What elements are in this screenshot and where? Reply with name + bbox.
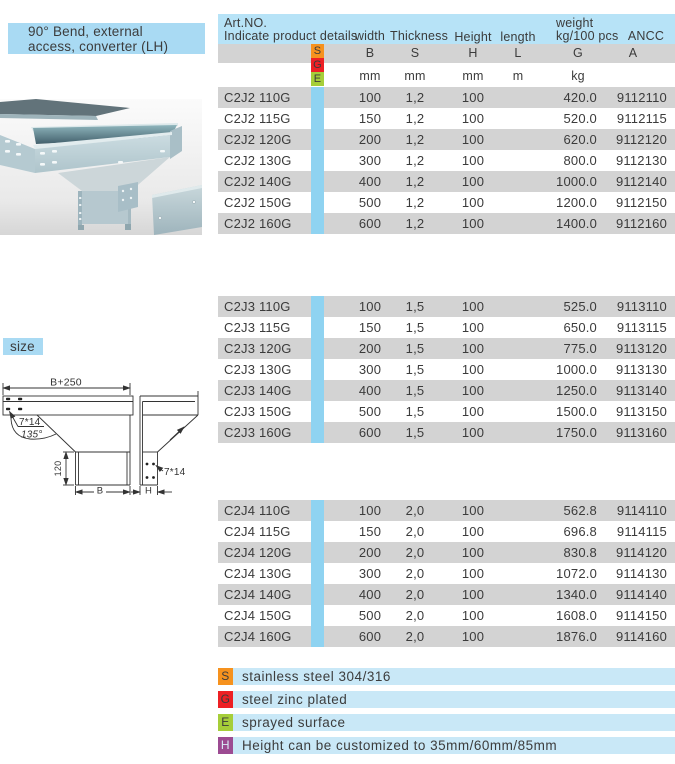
- table-row: [218, 213, 675, 234]
- header-length: length: [500, 30, 536, 44]
- details-color-strip: [311, 296, 324, 317]
- product-title-line2: access, converter (LH): [28, 38, 169, 54]
- thickness-cell: 1,5: [405, 320, 425, 335]
- table-row: [218, 87, 675, 108]
- header-height: Height: [454, 30, 492, 44]
- header-art-no: Art.NO.: [224, 16, 268, 30]
- ancc-cell: 9114130: [615, 566, 667, 581]
- table-row: [218, 542, 675, 563]
- details-color-strip: [311, 129, 324, 150]
- legend-text: sprayed surface: [242, 715, 346, 730]
- thickness-cell: 1,2: [405, 216, 425, 231]
- height-cell: 100: [461, 341, 485, 356]
- weight-cell: 1250.0: [556, 383, 597, 398]
- thickness-cell: 2,0: [405, 629, 425, 644]
- table-row: [218, 380, 675, 401]
- details-color-strip: [311, 213, 324, 234]
- height-cell: 100: [461, 404, 485, 419]
- product-code-cell: C2J4 140G: [224, 587, 292, 602]
- details-color-strip: [311, 338, 324, 359]
- thickness-cell: 1,2: [405, 90, 425, 105]
- ancc-cell: 9112130: [615, 153, 667, 168]
- width-cell: 100: [358, 299, 382, 314]
- width-cell: 500: [358, 404, 382, 419]
- weight-cell: 696.8: [563, 524, 597, 539]
- ancc-cell: 9113115: [616, 320, 667, 335]
- ancc-cell: 9113110: [616, 299, 667, 314]
- thickness-cell: 1,2: [405, 195, 425, 210]
- product-code-cell: C2J2 130G: [224, 153, 292, 168]
- product-code-cell: C2J3 140G: [224, 383, 292, 398]
- height-cell: 100: [461, 587, 485, 602]
- details-color-strip: [311, 87, 324, 108]
- hole-label-right: 7*14: [164, 467, 186, 478]
- ancc-cell: 9112160: [615, 216, 667, 231]
- weight-cell: 775.0: [563, 341, 597, 356]
- product-image: [0, 99, 202, 235]
- height-cell: 100: [461, 320, 485, 335]
- subheader-s: S: [410, 46, 420, 60]
- subheader-a: A: [628, 46, 638, 60]
- width-cell: 300: [358, 566, 382, 581]
- legend-code-g: G: [218, 691, 233, 708]
- weight-cell: 1400.0: [556, 216, 597, 231]
- height-cell: 100: [461, 132, 485, 147]
- weight-cell: 1200.0: [556, 195, 597, 210]
- cover-plate-hole: [192, 200, 195, 203]
- width-cell: 150: [358, 320, 382, 335]
- width-cell: 200: [358, 132, 382, 147]
- height-cell: 100: [461, 425, 485, 440]
- legend-text: stainless steel 304/316: [242, 669, 391, 684]
- ancc-cell: 9112110: [616, 90, 667, 105]
- weight-cell: 420.0: [563, 90, 597, 105]
- thickness-cell: 1,2: [405, 153, 425, 168]
- product-code-cell: C2J4 115G: [224, 524, 291, 539]
- details-color-strip: [311, 192, 324, 213]
- height-cell: 100: [461, 608, 485, 623]
- thickness-cell: 2,0: [405, 545, 425, 560]
- legend-row: [218, 668, 675, 685]
- details-color-strip: [311, 584, 324, 605]
- legend-row: [218, 691, 675, 708]
- spec-table-c2j2: [218, 87, 675, 234]
- table-row: [218, 317, 675, 338]
- thickness-cell: 1,5: [405, 341, 425, 356]
- thickness-cell: 1,5: [405, 404, 425, 419]
- details-color-strip: [311, 422, 324, 443]
- product-title: [8, 23, 205, 54]
- details-color-strip: [311, 150, 324, 171]
- ancc-cell: 9113150: [615, 404, 667, 419]
- unit-l: m: [512, 69, 524, 83]
- thickness-cell: 2,0: [405, 608, 425, 623]
- header-ancc: ANCC: [627, 29, 665, 43]
- height-cell: 100: [461, 503, 485, 518]
- height-cell: 100: [461, 299, 485, 314]
- table-row: [218, 359, 675, 380]
- dim-b250-label: B+250: [50, 376, 82, 389]
- height-cell: 100: [461, 383, 485, 398]
- material-code-s: S: [311, 44, 324, 58]
- legend-code-s: S: [218, 668, 233, 685]
- details-color-strip: [311, 171, 324, 192]
- width-cell: 150: [358, 524, 382, 539]
- height-cell: 100: [461, 629, 485, 644]
- thickness-cell: 1,5: [405, 383, 425, 398]
- unit-s: mm: [404, 69, 426, 83]
- details-color-strip: [311, 542, 324, 563]
- ancc-cell: 9112115: [616, 111, 667, 126]
- thickness-cell: 1,5: [405, 299, 425, 314]
- table-row: [218, 192, 675, 213]
- width-cell: 100: [358, 90, 382, 105]
- dimension-drawing: [0, 373, 212, 503]
- unit-h: mm: [462, 69, 484, 83]
- weight-cell: 650.0: [563, 320, 597, 335]
- dim-h-label: H: [144, 485, 153, 497]
- thickness-cell: 2,0: [405, 503, 425, 518]
- legend-row: [218, 737, 675, 754]
- details-color-strip: [311, 626, 324, 647]
- weight-cell: 800.0: [563, 153, 597, 168]
- table-row: [218, 129, 675, 150]
- material-code-e: E: [311, 72, 324, 86]
- angle-label: 135°: [21, 429, 43, 441]
- outlet-side-plate: [118, 182, 138, 212]
- subheader-b: B: [365, 46, 375, 60]
- ancc-cell: 9112150: [615, 195, 667, 210]
- details-color-strip: [311, 359, 324, 380]
- table-row: [218, 296, 675, 317]
- details-color-strip: [311, 605, 324, 626]
- details-color-strip: [311, 317, 324, 338]
- weight-cell: 1000.0: [556, 362, 597, 377]
- ancc-cell: 9113140: [615, 383, 667, 398]
- table-row: [218, 401, 675, 422]
- hole-label-left: 7*14: [19, 417, 41, 428]
- details-color-strip: [311, 521, 324, 542]
- width-cell: 300: [358, 153, 382, 168]
- ancc-cell: 9114110: [616, 503, 667, 518]
- details-color-strip: [311, 380, 324, 401]
- weight-cell: 1750.0: [556, 425, 597, 440]
- weight-cell: 620.0: [563, 132, 597, 147]
- details-color-strip: [311, 500, 324, 521]
- product-code-cell: C2J3 150G: [224, 404, 292, 419]
- header-gray-band: [218, 44, 675, 63]
- table-row: [218, 338, 675, 359]
- product-code-cell: C2J3 160G: [224, 425, 292, 440]
- product-render-svg: [0, 99, 202, 235]
- table-row: [218, 584, 675, 605]
- ancc-cell: 9114150: [615, 608, 667, 623]
- ancc-cell: 9114120: [615, 545, 667, 560]
- product-code-cell: C2J2 115G: [224, 111, 291, 126]
- details-color-strip: [311, 563, 324, 584]
- thickness-cell: 2,0: [405, 587, 425, 602]
- material-code-g: G: [311, 58, 324, 72]
- height-cell: 100: [461, 362, 485, 377]
- thickness-cell: 2,0: [405, 566, 425, 581]
- width-cell: 400: [358, 174, 382, 189]
- height-cell: 100: [461, 566, 485, 581]
- product-title-line1: 90° Bend, external: [28, 23, 143, 39]
- ancc-cell: 9113130: [615, 362, 667, 377]
- product-code-cell: C2J4 150G: [224, 608, 292, 623]
- header-weight-unit: kg/100 pcs: [556, 29, 619, 43]
- dim-b-label: B: [96, 485, 104, 497]
- width-cell: 400: [358, 383, 382, 398]
- unit-g: kg: [571, 69, 585, 83]
- table-row: [218, 171, 675, 192]
- width-cell: 500: [358, 608, 382, 623]
- table-row: [218, 108, 675, 129]
- ancc-cell: 9112120: [615, 132, 667, 147]
- table-header: [218, 14, 675, 87]
- ancc-cell: 9114140: [615, 587, 667, 602]
- dim-120-label: 120: [53, 460, 63, 477]
- header-weight: weight: [556, 16, 594, 30]
- weight-cell: 520.0: [563, 111, 597, 126]
- legend-text: steel zinc plated: [242, 692, 348, 707]
- size-label: size: [3, 338, 43, 355]
- width-cell: 400: [358, 587, 382, 602]
- table-row: [218, 605, 675, 626]
- weight-cell: 1000.0: [556, 174, 597, 189]
- weight-cell: 830.8: [563, 545, 597, 560]
- weight-cell: 525.0: [563, 299, 597, 314]
- unit-b: mm: [359, 69, 381, 83]
- subheader-h: H: [468, 46, 478, 60]
- dimension-drawing-svg: [0, 373, 212, 503]
- width-cell: 300: [358, 362, 382, 377]
- product-code-cell: C2J4 160G: [224, 629, 292, 644]
- product-code-cell: C2J3 115G: [224, 320, 291, 335]
- weight-cell: 1340.0: [556, 587, 597, 602]
- header-thickness: Thickness: [390, 29, 449, 43]
- thickness-cell: 1,2: [405, 111, 425, 126]
- table-row: [218, 563, 675, 584]
- outlet-leg-right: [125, 224, 131, 230]
- table-row: [218, 150, 675, 171]
- height-cell: 100: [461, 90, 485, 105]
- details-color-strip: [311, 108, 324, 129]
- height-cell: 100: [461, 174, 485, 189]
- product-code-cell: C2J4 130G: [224, 566, 292, 581]
- product-code-cell: C2J2 140G: [224, 174, 292, 189]
- thickness-cell: 2,0: [405, 524, 425, 539]
- weight-cell: 562.8: [563, 503, 597, 518]
- table-row: [218, 500, 675, 521]
- product-code-cell: C2J3 110G: [224, 299, 291, 314]
- width-cell: 200: [358, 341, 382, 356]
- weight-cell: 1072.0: [556, 566, 597, 581]
- details-color-strip: [311, 401, 324, 422]
- ancc-cell: 9113160: [615, 425, 667, 440]
- thickness-cell: 1,5: [405, 425, 425, 440]
- product-code-cell: C2J3 130G: [224, 362, 292, 377]
- product-code-cell: C2J2 120G: [224, 132, 292, 147]
- ancc-cell: 9113120: [615, 341, 667, 356]
- table-row: [218, 626, 675, 647]
- product-code-cell: C2J2 160G: [224, 216, 292, 231]
- width-cell: 200: [358, 545, 382, 560]
- height-cell: 100: [461, 216, 485, 231]
- table-row: [218, 422, 675, 443]
- height-cell: 100: [461, 524, 485, 539]
- width-cell: 600: [358, 629, 382, 644]
- height-cell: 100: [461, 111, 485, 126]
- width-cell: 500: [358, 195, 382, 210]
- legend-code-h: H: [218, 737, 233, 754]
- width-cell: 600: [358, 425, 382, 440]
- subheader-l: L: [514, 46, 522, 60]
- product-code-cell: C2J4 120G: [224, 545, 292, 560]
- width-cell: 600: [358, 216, 382, 231]
- ancc-cell: 9112140: [615, 174, 667, 189]
- legend-text: Height can be customized to 35mm/60mm/85mm: [242, 738, 558, 753]
- height-cell: 100: [461, 153, 485, 168]
- spec-table-c2j3: [218, 296, 675, 443]
- product-code-cell: C2J2 150G: [224, 195, 292, 210]
- outlet-leg-left: [78, 225, 84, 230]
- weight-cell: 1608.0: [556, 608, 597, 623]
- height-cell: 100: [461, 195, 485, 210]
- width-cell: 150: [358, 111, 382, 126]
- weight-cell: 1876.0: [556, 629, 597, 644]
- header-width: width: [354, 29, 386, 43]
- subheader-g: G: [573, 46, 583, 60]
- spec-table-c2j4: [218, 500, 675, 647]
- product-code-cell: C2J3 120G: [224, 341, 292, 356]
- product-code-cell: C2J2 110G: [224, 90, 291, 105]
- weight-cell: 1500.0: [556, 404, 597, 419]
- legend-row: [218, 714, 675, 731]
- thickness-cell: 1,2: [405, 174, 425, 189]
- legend-code-e: E: [218, 714, 233, 731]
- material-legend: [218, 668, 675, 760]
- header-indicate-details: Indicate product details: [224, 29, 358, 43]
- ancc-cell: 9114160: [615, 629, 667, 644]
- product-code-cell: C2J4 110G: [224, 503, 291, 518]
- height-cell: 100: [461, 545, 485, 560]
- ancc-cell: 9114115: [616, 524, 667, 539]
- table-row: [218, 521, 675, 542]
- cover-plate-hole: [158, 216, 161, 219]
- thickness-cell: 1,5: [405, 362, 425, 377]
- width-cell: 100: [358, 503, 382, 518]
- thickness-cell: 1,2: [405, 132, 425, 147]
